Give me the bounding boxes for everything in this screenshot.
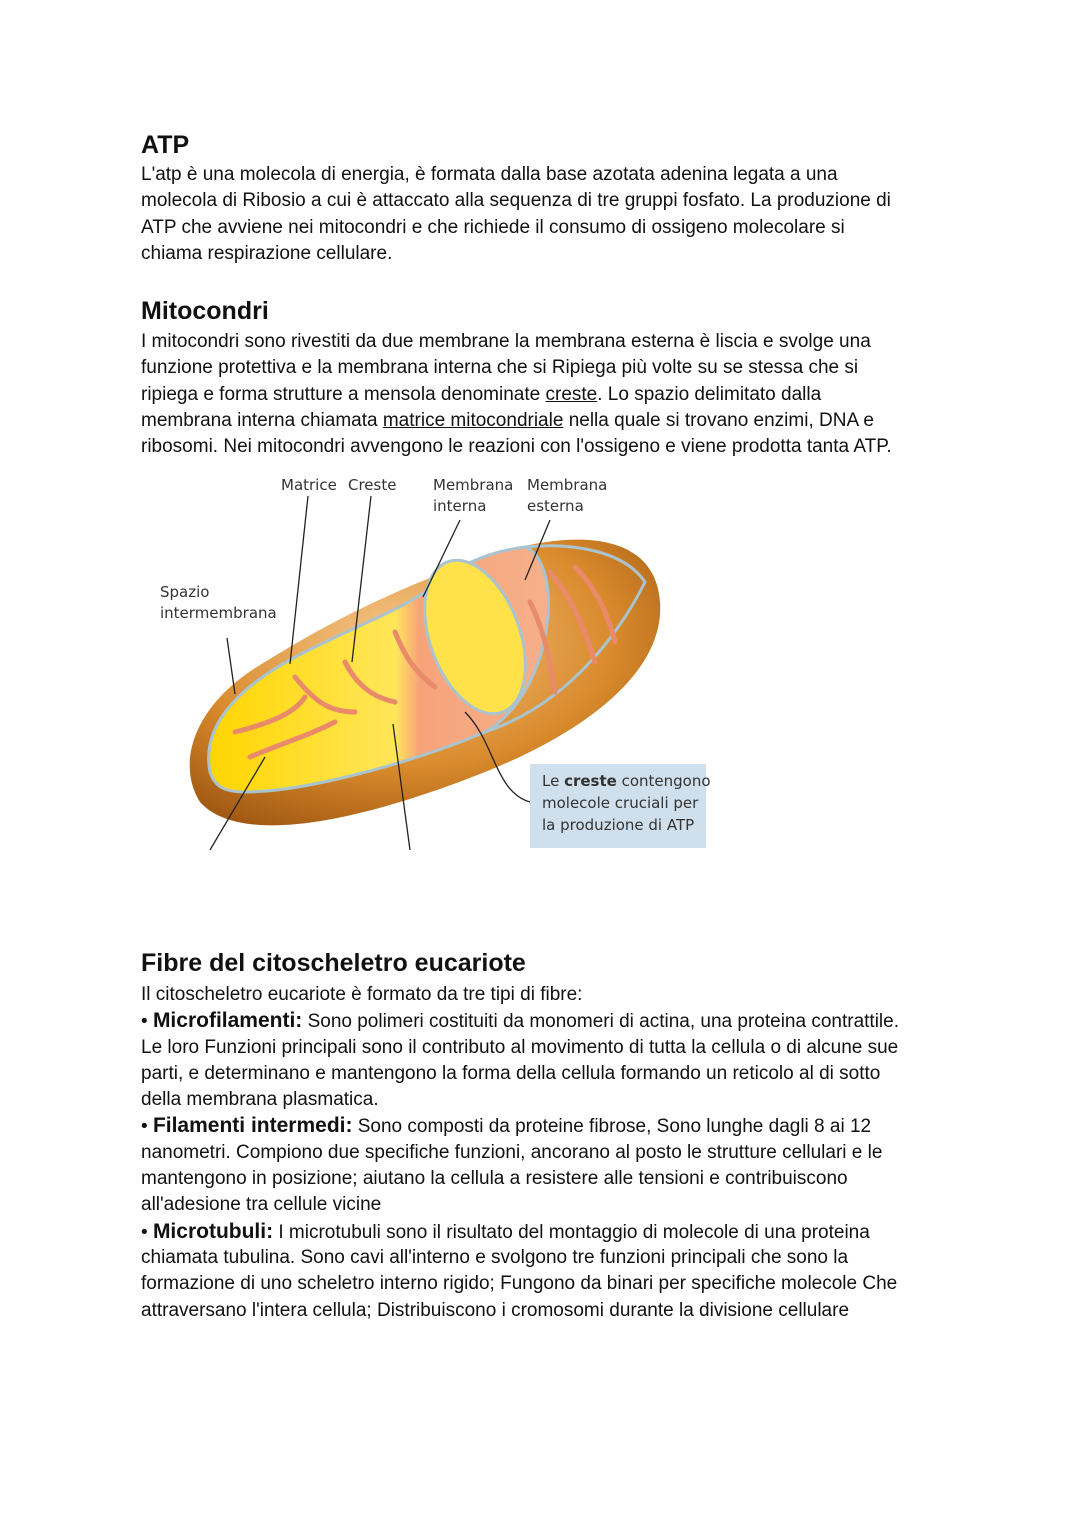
atp-heading: ATP: [141, 131, 190, 159]
label-creste: Creste: [348, 476, 397, 494]
text-line: parti, e determinano e mantengono la forma della cellula formando un reticolo al di sotto: [141, 1062, 881, 1084]
label-line: esterna: [527, 497, 584, 515]
text-line: ribosomi. Nei mitocondri avvengono le reazioni con l'ossigeno e viene prodotta tanta ATP.: [141, 436, 892, 458]
text-segment: Sono polimeri costituiti da monomeri di actina, una proteina contrattile.: [302, 1011, 899, 1033]
text-line: Il citoscheletro eucariote è formato da tre tipi di fibre:: [141, 984, 583, 1005]
text-segment: membrana interna chiamata: [141, 409, 383, 431]
text-line: [141, 382, 892, 408]
text-line: funzione protettiva e la membrana interna che si Ripiega più volte su se stessa che si: [141, 357, 859, 379]
text-line: chiamata tubulina. Sono cavi all'interno e svolgono tre funzioni principali che sono la: [141, 1246, 849, 1268]
bullet: •: [141, 1116, 153, 1138]
label-membrana-esterna: [527, 475, 607, 517]
label-line: interna: [433, 497, 487, 515]
bullet-microtubuli: [141, 1219, 899, 1245]
label-membrana-interna: [433, 475, 513, 517]
term-microfilamenti: Microfilamenti:: [152, 1009, 303, 1033]
term-filamenti-intermedi: Filamenti intermedi:: [152, 1114, 353, 1138]
text-segment: ripiega e forma strutture a mensola denominate: [141, 383, 546, 405]
text-line: mantengono in posizione; aiutano la cellula a resistere alle tensioni e contribuiscono: [141, 1168, 848, 1190]
atp-paragraph: [141, 162, 891, 267]
text-line: nanometri. Compiono due specifiche funzioni, ancorano al posto le strutture cellulari e le: [141, 1141, 883, 1163]
fibre-heading: Fibre del citoscheletro eucariote: [141, 949, 526, 977]
text-line: L'atp è una molecola di energia, è formata dalla base azotata adenina legata a una: [141, 164, 838, 185]
label-matrice: Matrice: [281, 476, 337, 494]
label-line: Membrana: [433, 476, 514, 494]
bullet: •: [141, 1011, 153, 1033]
callout-line: [542, 770, 711, 792]
callout-line: molecole cruciali per: [542, 794, 699, 812]
text-segment: I microtubuli sono il risultato del montaggio di molecole di una proteina: [273, 1221, 870, 1243]
label-line: intermembrana: [160, 604, 277, 622]
callout-box: [530, 764, 711, 848]
term-microtubuli: Microtubuli:: [152, 1219, 274, 1243]
text-line: [141, 408, 892, 434]
text-line: chiama respirazione cellulare.: [141, 242, 393, 264]
text-segment: nella quale si trovano enzimi, DNA e: [563, 409, 874, 431]
text-segment: Sono composti da proteine fibrose, Sono lunghe dagli 8 ai 12: [352, 1116, 872, 1138]
bullet-microfilamenti: [141, 1008, 899, 1034]
text-segment: . Lo spazio delimitato dalla: [597, 383, 822, 405]
label-spazio-intermembrana: [160, 582, 277, 624]
callout-line: la produzione di ATP: [542, 816, 695, 834]
bullet: •: [141, 1221, 153, 1243]
callout-text: Le: [542, 772, 565, 790]
mitocondri-heading: Mitocondri: [141, 297, 269, 325]
text-line: I mitocondri sono rivestiti da due membrane la membrana esterna è liscia e svolge una: [141, 331, 871, 352]
text-line: della membrana plasmatica.: [141, 1089, 379, 1111]
text-line: formazione di uno scheletro interno rigido; Fungono da binari per specifiche molecole Che: [141, 1273, 898, 1295]
callout-text: contengono: [616, 772, 711, 790]
text-line: Le loro Funzioni principali sono il contributo al movimento di tutta la cellula o di alcune sue: [141, 1036, 899, 1058]
term-creste: creste: [545, 383, 598, 405]
mitochondrion-diagram: [155, 472, 710, 850]
label-line: Membrana: [527, 476, 608, 494]
callout-bold: creste: [564, 772, 617, 790]
bullet-filamenti-intermedi: [141, 1113, 899, 1139]
text-line: attraversano l'intera cellula; Distribuiscono i cromosomi durante la divisione cellulare: [141, 1299, 850, 1321]
text-line: ATP che avviene nei mitocondri e che richiede il consumo di ossigeno molecolare si: [141, 216, 845, 238]
mitocondri-paragraph: [141, 329, 892, 460]
term-matrice: matrice mitocondriale: [382, 409, 564, 431]
label-line: Spazio: [160, 583, 210, 601]
fibre-paragraph: [141, 982, 899, 1324]
text-line: molecola di Ribosio a cui è attaccato alla sequenza di tre gruppi fosfato. La produzione di: [141, 190, 891, 212]
text-line: all'adesione tra cellule vicine: [141, 1194, 382, 1216]
